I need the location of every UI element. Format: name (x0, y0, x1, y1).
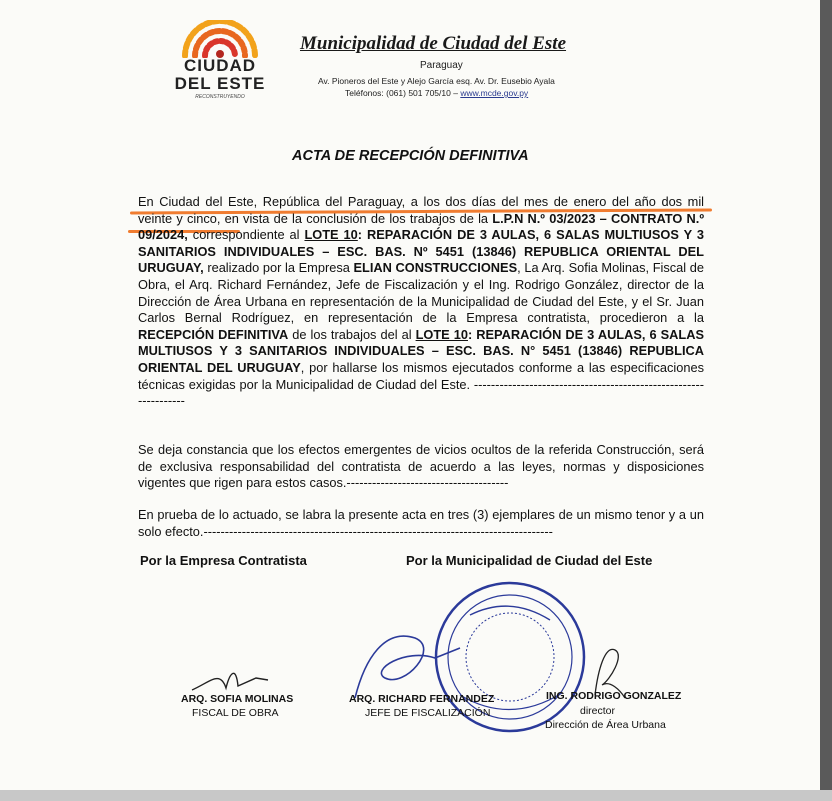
sig1-name: ARQ. SOFIA MOLINAS (181, 693, 294, 705)
letterhead-title: Municipalidad de Ciudad del Este (300, 33, 567, 54)
paragraph-1 (138, 194, 704, 410)
letterhead-address: Av. Pioneros del Este y Alejo García esq. Av. Dr. Eusebio Ayala (318, 76, 555, 86)
p1-text-1: En Ciudad del Este, República del Paraguay, a los dos días del mes de enero del año dos mil veinte y cinco, en vista de la conclusión de los trabajos de la (138, 194, 704, 226)
logo-line2: DEL ESTE (174, 74, 266, 93)
sig3-name: ING. RODRIGO GONZALEZ (546, 690, 682, 702)
p1-text-4: , La Arq. Sofia Molinas, Fiscal de Obra, el Arq. Richard Fernández, Jefe de Fiscalización y el Ing. Rodrigo González, director de la Dirección de Área Urbana en representación de la Municipalidad de Ciudad del Este, y el Sr. Juan Carlos Bernal Rodríguez, en representación de la Empresa contratista, procedieron a la (138, 260, 705, 326)
sig1-role: FISCAL DE OBRA (192, 707, 279, 719)
p1-contract: L.P.N N.º 03/2023 – CONTRATO N.º 09/2024, (138, 210, 705, 243)
p1-text-2: correspondiente al (187, 227, 305, 243)
viewer-bottom-edge (0, 790, 832, 801)
p1-lote-desc-2: : REPARACIÓN DE 3 AULAS, 6 SALAS MULTIUSOS Y 3 SANITARIOS INDIVIDUALES – ESC. BAS. N° 5451 (13846) REPUBLICA ORIENTAL DEL URUGUAY (138, 326, 704, 375)
municipality-heading: Por la Municipalidad de Ciudad del Este (406, 553, 653, 568)
sig2-name: ARQ. RICHARD FERNANDEZ (349, 693, 495, 705)
sun-logo-icon (175, 20, 265, 58)
phone-text: Teléfonos: (061) 501 705/10 – (345, 88, 461, 98)
signature-molinas-icon (190, 660, 270, 696)
logo-tagline: RECONSTRUYENDO (195, 94, 245, 100)
letterhead-country: Paraguay (420, 60, 463, 71)
p1-reception: RECEPCIÓN DEFINITIVA (138, 326, 289, 342)
city-logo (165, 20, 275, 105)
p1-lote-desc: : REPARACIÓN DE 3 AULAS, 6 SALAS MULTIUSOS Y 3 SANITARIOS INDIVIDUALES – ESC. BAS. Nº 5451 (13846) REPUBLICA ORIENTAL DEL URUGUAY, (138, 227, 704, 276)
letterhead-phone (345, 88, 528, 98)
document-title: ACTA DE RECEPCIÓN DEFINITIVA (292, 148, 529, 164)
sig2-role: JEFE DE FISCALIZACIÓN (365, 707, 491, 719)
p1-text-3: realizado por la Empresa (203, 260, 354, 276)
paragraph-3: En prueba de lo actuado, se labra la presente acta en tres (3) ejemplares de un mismo tenor y a un solo efecto.---------------------------------------------------------------------------------- (138, 507, 704, 539)
website-link[interactable]: www.mcde.gov.py (460, 88, 529, 98)
viewer-scrollbar[interactable] (820, 0, 832, 790)
p1-lote-2: LOTE 10 (415, 326, 468, 342)
paragraph-2: Se deja constancia que los efectos emergentes de vicios ocultos de la referida Construcción, será de exclusiva responsabilidad del contratista de acuerdo a las leyes, normas y disposiciones vigentes que rigen para estos casos.-------------------------------------- (138, 442, 704, 491)
p1-text-5: de los trabajos del al (288, 326, 416, 342)
sig3-department: Dirección de Área Urbana (545, 719, 666, 731)
sig3-role: director (580, 705, 616, 717)
p1-text-6: , por hallarse los mismos ejecutados conforme a las especificaciones técnicas exigidas por la Municipalidad de Ciudad del Este. ----------------------------------------------------------------- (138, 359, 705, 409)
logo-line1: CIUDAD (183, 56, 257, 75)
p1-lote: LOTE 10 (304, 227, 358, 243)
contractor-heading: Por la Empresa Contratista (140, 553, 307, 568)
p1-company: ELIAN CONSTRUCCIONES (353, 260, 518, 276)
